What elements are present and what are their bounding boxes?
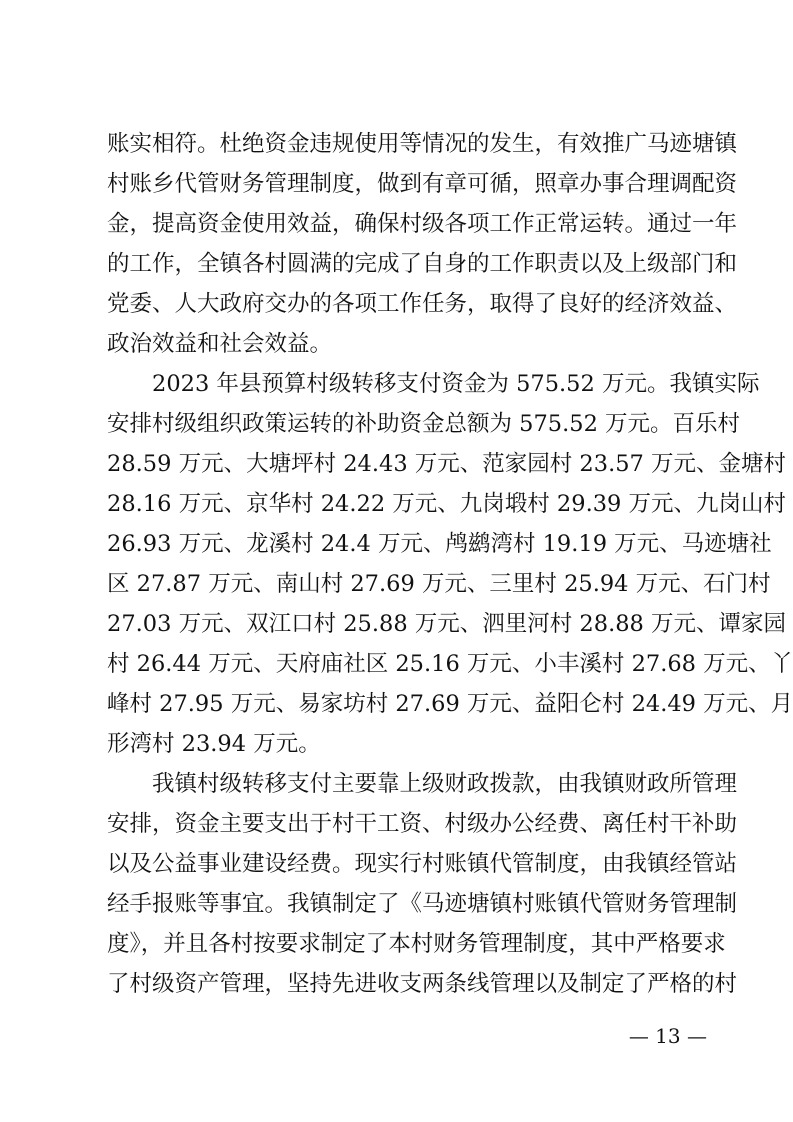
text-line: 党委、人大政府交办的各项工作任务，取得了良好的经济效益、 [107, 291, 738, 317]
text-line: 安排村级组织政策运转的补助资金总额为 575.52 万元。百乐村 [107, 411, 741, 437]
text-line: 村 26.44 万元、天府庙社区 25.16 万元、小丰溪村 27.68 万元、丫 [107, 651, 793, 677]
text-line: 政治效益和社会效益。 [107, 331, 333, 357]
text-line: 了村级资产管理，坚持先进收支两条线管理以及制定了严格的村 [107, 971, 738, 997]
text-line: 峰村 27.95 万元、易家坊村 27.69 万元、益阳仑村 24.49 万元、月 [107, 691, 793, 717]
text-line: 安排，资金主要支出于村干工资、村级办公经费、离任村干补助 [107, 811, 738, 837]
text-line: 村账乡代管财务管理制度，做到有章可循，照章办事合理调配资 [107, 171, 738, 197]
text-line: 28.16 万元、京华村 24.22 万元、九岗塅村 29.39 万元、九岗山村 [107, 491, 786, 517]
text-line: 经手报账等事宜。我镇制定了《马迹塘镇村账镇代管财务管理制 [107, 891, 738, 917]
text-line: 的工作，全镇各村圆满的完成了自身的工作职责以及上级部门和 [107, 251, 738, 277]
page-number: — 13 — [628, 1024, 707, 1048]
text-line: 我镇村级转移支付主要靠上级财政拨款，由我镇财政所管理 [107, 771, 738, 797]
text-line: 27.03 万元、双江口村 25.88 万元、泗里河村 28.88 万元、谭家园 [107, 611, 786, 637]
text-line: 度》，并且各村按要求制定了本村财务管理制度，其中严格要求 [107, 931, 726, 957]
text-line: 2023 年县预算村级转移支付资金为 575.52 万元。我镇实际 [107, 371, 760, 397]
text-line: 以及公益事业建设经费。现实行村账镇代管制度，由我镇经管站 [107, 851, 738, 877]
text-line: 形湾村 23.94 万元。 [107, 731, 321, 757]
text-line: 26.93 万元、龙溪村 24.4 万元、鸬鹚湾村 19.19 万元、马迹塘社 [107, 531, 772, 557]
text-line: 账实相符。杜绝资金违规使用等情况的发生，有效推广马迹塘镇 [107, 131, 738, 157]
text-line: 金，提高资金使用效益，确保村级各项工作正常运转。通过一年 [107, 211, 738, 237]
text-line: 28.59 万元、大塘坪村 24.43 万元、范家园村 23.57 万元、金塘村 [107, 451, 786, 477]
text-line: 区 27.87 万元、南山村 27.69 万元、三里村 25.94 万元、石门村 [107, 571, 771, 597]
